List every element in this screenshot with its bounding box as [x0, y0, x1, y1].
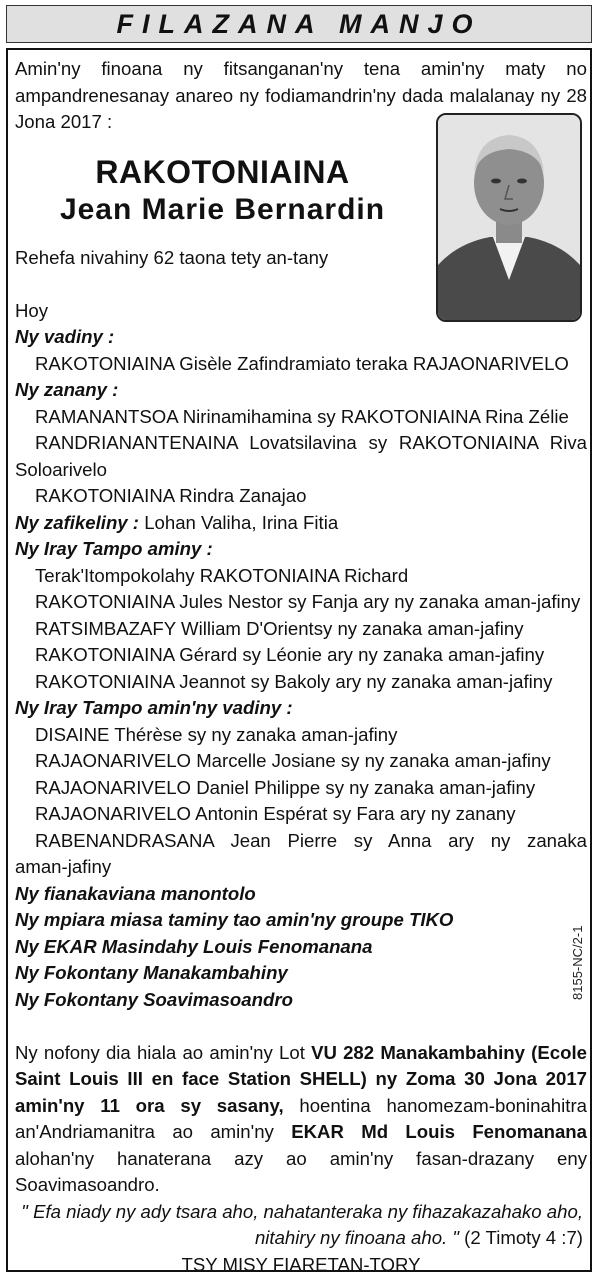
header-banner — [6, 5, 592, 43]
wife-sibling-line: RABENANDRASANA Jean Pierre sy Anna ary ny zanaka — [35, 829, 587, 851]
funeral-text: hoentina hanomezam-boninahitra an'Andriamanitra ao amin'ny — [15, 1094, 587, 1142]
reference-code: 8155-NC/2-1 — [570, 925, 585, 1000]
sibling-line: Terak'Itompokolahy RAKOTONIAINA Richard — [35, 564, 409, 586]
funeral-details — [15, 1040, 587, 1199]
funeral-location-date: VU 282 Manakambahiny (Ecole Saint Louis III en face Station SHELL) ny Zoma 30 Jona 2017 amin'ny 11 ora sy sasany, — [15, 1041, 587, 1116]
wife-sibling-line: RAJAONARIVELO Marcelle Josiane sy ny zanaka aman-jafiny — [35, 750, 551, 771]
funeral-text: alohan'ny hanaterana azy ao amin'ny fasan-drazany eny Soavimasoandro. — [15, 1147, 587, 1195]
other-mourner: Ny EKAR Masindahy Louis Fenomanana — [15, 935, 373, 957]
child-line-continued: Soloarivelo — [15, 458, 107, 480]
deceased-given-names: Jean Marie Bernardin — [59, 192, 386, 226]
bible-quote-line-1: " Efa niady ny ady tsara aho, nahatanteraka ny fihazakazahako aho, — [21, 1200, 583, 1222]
wife-siblings-label: Ny Iray Tampo amin'ny vadiny : — [15, 697, 293, 718]
other-mourner: Ny Fokontany Soavimasoandro — [15, 988, 293, 1010]
siblings-label: Ny Iray Tampo aminy : — [15, 538, 213, 559]
sibling-line: RAKOTONIAINA Jules Nestor sy Fanja ary ny zanaka aman-jafiny — [35, 591, 581, 612]
wife-name: RAKOTONIAINA Gisèle Zafindramiato teraka RAJAONARIVELO — [35, 352, 569, 374]
obituary-content — [15, 56, 587, 1278]
deceased-surname: RAKOTONIAINA — [95, 153, 350, 190]
grandchildren-names: Lohan Valiha, Irina Fitia — [144, 511, 339, 533]
bible-reference: (2 Timoty 4 :7) — [459, 1227, 583, 1248]
funeral-church: EKAR Md Louis Fenomanana — [291, 1121, 588, 1142]
child-line: RANDRIANANTENAINA Lovatsilavina sy RAKOTONIAINA Riva — [35, 432, 587, 453]
sibling-line: RAKOTONIAINA Jeannot sy Bakoly ary ny zanaka aman-jafiny — [35, 670, 553, 692]
child-line: RAMANANTSOA Nirinamihamina sy RAKOTONIAINA Rina Zélie — [35, 405, 569, 427]
wife-sibling-line: RAJAONARIVELO Antonin Espérat sy Fara ary ny zanany — [35, 803, 516, 824]
wife-sibling-line: DISAINE Thérèse sy ny zanaka aman-jafiny — [35, 723, 398, 745]
grandchildren-line — [15, 510, 587, 537]
child-line: RAKOTONIAINA Rindra Zanajao — [35, 485, 307, 506]
other-mourner: Ny mpiara miasa taminy tao amin'ny groupe TIKO — [15, 909, 454, 930]
bible-quote-line-2 — [15, 1225, 587, 1252]
intro-text: Amin'ny finoana ny fitsanganan'ny tena amin'ny maty no ampandrenesanay anareo ny fodiamandrin'ny dada malalanay ny 28 Jona 2017 : — [15, 58, 587, 132]
other-mourner: Ny Fokontany Manakambahiny — [15, 962, 288, 983]
wife-sibling-line-continued: aman-jafiny — [15, 856, 112, 877]
sibling-line: RAKOTONIAINA Gérard sy Léonie ary ny zanaka aman-jafiny — [35, 644, 545, 665]
other-mourner: Ny fianakaviana manontolo — [15, 882, 256, 904]
wife-sibling-line: RAJAONARIVELO Daniel Philippe sy ny zanaka aman-jafiny — [35, 776, 536, 798]
sibling-line: RATSIMBAZAFY William D'Orientsy ny zanaka aman-jafiny — [35, 617, 524, 639]
grandchildren-label: Ny zafikeliny : — [15, 511, 140, 533]
deceased-name-block — [15, 153, 430, 229]
header-title: FILAZANA MANJO — [116, 9, 482, 39]
footer-notice: TSY MISY FIARETAN-TORY — [181, 1253, 421, 1275]
age-text: Rehefa nivahiny 62 taona tety an-tany — [15, 246, 329, 268]
wife-label: Ny vadiny : — [15, 326, 115, 347]
bible-quote-text: nitahiry ny finoana aho. " — [254, 1227, 459, 1248]
children-label: Ny zanany : — [15, 379, 119, 400]
funeral-text: Ny nofony dia hiala ao amin'ny Lot — [15, 1041, 312, 1063]
hoy-text: Hoy — [15, 299, 49, 321]
